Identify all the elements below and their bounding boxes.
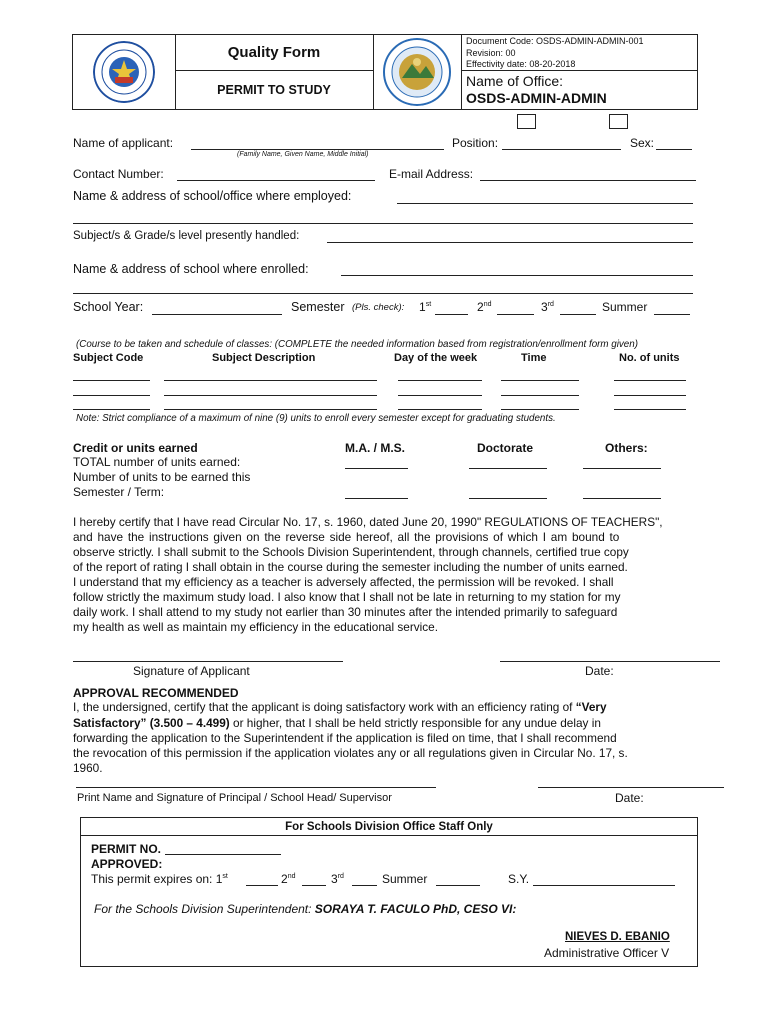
sex-checkbox-female[interactable]	[609, 114, 628, 129]
course-row3-day[interactable]	[398, 409, 482, 410]
effectivity-date: Effectivity date: 08-20-2018	[466, 59, 576, 69]
semester-second: 2nd	[477, 300, 492, 314]
form-title: Quality Form	[227, 44, 321, 61]
sex-checkbox-male[interactable]	[517, 114, 536, 129]
applicant-date-label: Date:	[585, 664, 614, 678]
applicant-signature-field[interactable]	[73, 661, 343, 662]
course-row2-desc[interactable]	[164, 395, 377, 396]
cert-line: observe strictly. I shall submit to the Schools Division Superintendent, through channels, certified true copy	[73, 545, 629, 559]
semester-label: Semester	[291, 300, 345, 314]
approval-line-2: Satisfactory” (3.500 – 4.499) or higher, that I shall be held strictly responsible for any undue delay in	[73, 716, 601, 730]
revision: Revision: 00	[466, 48, 516, 58]
position-label: Position:	[452, 136, 499, 150]
credits-tobe-doctorate[interactable]	[469, 498, 547, 499]
email-label: E-mail Address:	[389, 167, 474, 181]
form-header	[72, 34, 698, 110]
applicant-signature-label: Signature of Applicant	[133, 664, 250, 678]
course-row3-units[interactable]	[614, 409, 686, 410]
contact-number-label: Contact Number:	[73, 167, 164, 181]
col-day-of-week: Day of the week	[394, 352, 478, 364]
credits-total-others[interactable]	[583, 468, 661, 469]
employer-field[interactable]	[397, 203, 693, 204]
col-subject-description: Subject Description	[212, 352, 316, 364]
col-subject-code: Subject Code	[73, 352, 144, 364]
course-row2-units[interactable]	[614, 395, 686, 396]
applicant-name-hint: (Family Name, Given Name, Middle Initial)	[237, 151, 369, 158]
applicant-date-field[interactable]	[500, 661, 720, 662]
credits-total-doctorate[interactable]	[469, 468, 547, 469]
enrolled-label: Name & address of school where enrolled:	[73, 262, 309, 276]
subjects-label: Subject/s & Grade/s level presently handled:	[73, 230, 300, 242]
col-no-of-units: No. of units	[619, 352, 680, 364]
approved-label: APPROVED:	[91, 857, 163, 871]
staff-only-title: For Schools Division Office Staff Only	[81, 818, 697, 836]
cert-line: and have the instructions given on the reverse side hereof, all the provisions of which I am bound to	[73, 530, 620, 544]
expires-first: This permit expires on: 1st	[91, 872, 228, 886]
applicant-name-field[interactable]	[191, 149, 444, 150]
deped-seal-logo	[93, 41, 155, 103]
course-row1-units[interactable]	[614, 380, 686, 381]
cert-line: daily work. I shall attend to my study not earlier than 30 minutes after the intended primarily to safeguard	[73, 605, 618, 619]
semester-first: 1st	[419, 300, 432, 314]
office-label: Name of Office:	[466, 73, 564, 89]
course-row3-code[interactable]	[73, 409, 150, 410]
sy-field[interactable]	[533, 885, 675, 886]
principal-signature-label: Print Name and Signature of Principal / School Head/ Supervisor	[77, 792, 392, 804]
subjects-field[interactable]	[327, 242, 693, 243]
approval-line-1: I, the undersigned, certify that the applicant is doing satisfactory work with an efficiency rating of “Very	[73, 700, 607, 714]
course-row1-time[interactable]	[501, 380, 579, 381]
credits-row-total: TOTAL number of units earned:	[73, 455, 241, 469]
document-code: Document Code: OSDS-ADMIN-ADMIN-001	[466, 36, 644, 46]
credits-tobe-ma[interactable]	[345, 498, 408, 499]
courses-note: Note: Strict compliance of a maximum of nine (9) units to enroll every semester except for graduating students.	[76, 413, 556, 424]
credits-tobe-others[interactable]	[583, 498, 661, 499]
approval-line-4: the revocation of this permission if the application violates any or all regulations given in Circular No. 17, s.	[73, 746, 628, 760]
expires-summer: Summer	[382, 872, 428, 886]
principal-signature-field[interactable]	[76, 787, 436, 788]
semester-first-field[interactable]	[435, 314, 468, 315]
form-subtitle: PERMIT TO STUDY	[217, 83, 331, 97]
cert-line: I understand that my efficiency as a teacher is adversely affected, the permission will be revoked. I shall	[73, 575, 614, 589]
credits-col-doctorate: Doctorate	[477, 441, 534, 455]
credits-col-ma: M.A. / M.S.	[345, 441, 405, 455]
expires-summer-field[interactable]	[436, 885, 480, 886]
semester-second-field[interactable]	[497, 314, 534, 315]
credits-title: Credit or units earned	[73, 441, 198, 455]
permit-no-field[interactable]	[165, 854, 281, 855]
officer-name: NIEVES D. EBANIO	[565, 931, 670, 943]
sy-label: S.Y.	[508, 872, 530, 886]
cert-line: follow strictly the maximum study load. I also know that I shall not be late in returning to my station for my	[73, 590, 621, 604]
approval-line-5: 1960.	[73, 761, 103, 775]
course-row2-time[interactable]	[501, 395, 579, 396]
staff-only-box	[80, 817, 698, 967]
for-sds-label: For the Schools Division Superintendent: SORAYA T. FACULO PhD, CESO VI:	[94, 902, 517, 916]
semester-third: 3rd	[541, 300, 554, 314]
officer-title: Administrative Officer V	[544, 946, 670, 960]
semester-summer-field[interactable]	[654, 314, 690, 315]
credits-row-tobe-1: Number of units to be earned this	[73, 470, 251, 484]
expires-third-field[interactable]	[352, 885, 377, 886]
sex-field[interactable]	[656, 149, 692, 150]
credits-total-ma[interactable]	[345, 468, 408, 469]
contact-number-field[interactable]	[177, 180, 375, 181]
course-row2-day[interactable]	[398, 395, 482, 396]
approval-line-3: forwarding the application to the Superintendent if the application is filed on time, that I shall recommend	[73, 731, 617, 745]
school-year-label: School Year:	[73, 300, 144, 314]
credits-row-tobe-2: Semester / Term:	[73, 485, 165, 499]
cert-line: I hereby certify that I have read Circular No. 17, s. 1960, dated June 20, 1990" REGULATIONS OF TEACHERS",	[73, 515, 663, 529]
employer-field-2[interactable]	[73, 223, 693, 224]
applicant-name-label: Name of applicant:	[73, 136, 174, 150]
position-field[interactable]	[502, 149, 621, 150]
approval-title: APPROVAL RECOMMENDED	[73, 686, 239, 700]
sex-label: Sex:	[630, 136, 655, 150]
permit-no-label: PERMIT NO.	[91, 842, 162, 856]
principal-date-field[interactable]	[538, 787, 724, 788]
course-row1-code[interactable]	[73, 380, 150, 381]
col-time: Time	[521, 352, 547, 364]
office-name: OSDS-ADMIN-ADMIN	[466, 90, 607, 106]
semester-hint: (Pls. check):	[352, 302, 405, 313]
division-seal-logo	[382, 38, 452, 106]
course-row1-day[interactable]	[398, 380, 482, 381]
principal-date-label: Date:	[615, 791, 644, 805]
expires-third: 3rd	[331, 872, 344, 886]
course-row3-desc[interactable]	[164, 409, 377, 410]
enrolled-field-2[interactable]	[73, 293, 693, 294]
course-row2-code[interactable]	[73, 395, 150, 396]
course-row3-time[interactable]	[501, 409, 579, 410]
school-year-field[interactable]	[152, 314, 282, 315]
cert-line: my health as well as maintain my efficiency in the educational service.	[73, 620, 439, 634]
expires-second-field[interactable]	[302, 885, 326, 886]
expires-second: 2nd	[281, 872, 296, 886]
expires-first-field[interactable]	[246, 885, 278, 886]
email-field[interactable]	[480, 180, 696, 181]
semester-summer: Summer	[602, 300, 648, 314]
courses-instruction: (Course to be taken and schedule of classes: (COMPLETE the needed information based from registration/enrollment form given)	[76, 339, 638, 350]
semester-third-field[interactable]	[560, 314, 596, 315]
credits-col-others: Others:	[605, 441, 648, 455]
cert-line: of the report of rating I shall obtain in the course during the semester including the number of units earned.	[73, 560, 628, 574]
enrolled-field[interactable]	[341, 275, 693, 276]
employer-label: Name & address of school/office where employed:	[73, 189, 352, 203]
course-row1-desc[interactable]	[164, 380, 377, 381]
